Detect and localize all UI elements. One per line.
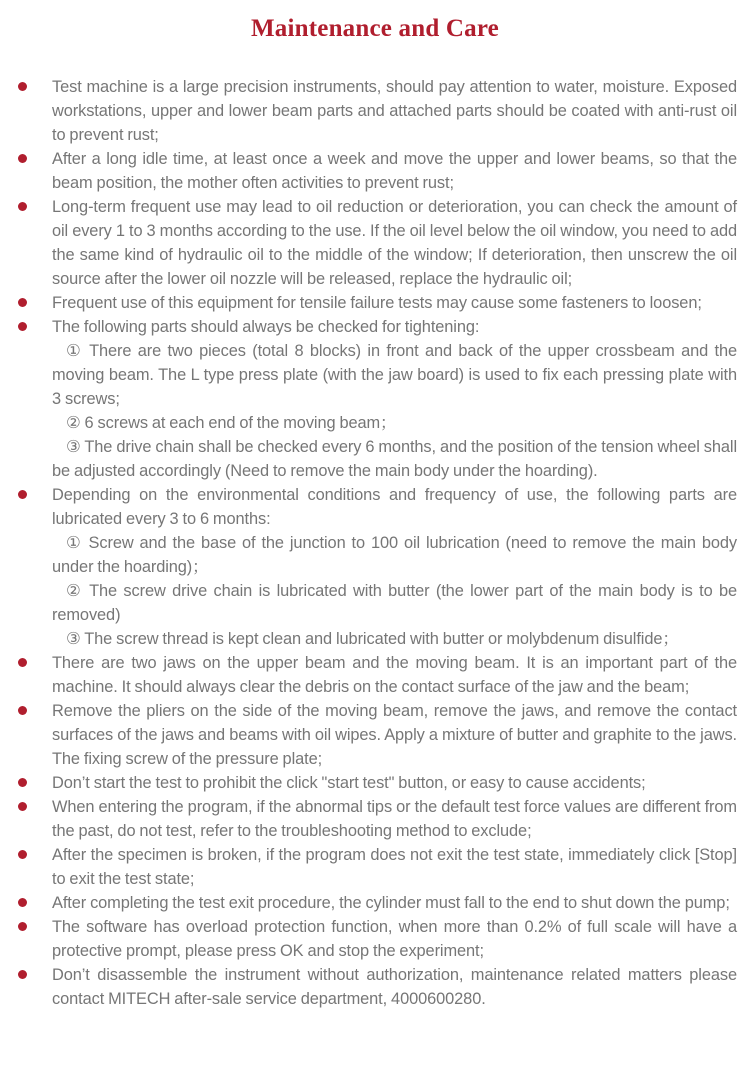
paragraph: After a long idle time, at least once a week and move the upper and lower beams, so that the beam position, the mother often activities to prevent rust; [52, 150, 737, 192]
bullet-icon [18, 802, 27, 811]
bullet-icon [18, 778, 27, 787]
list-item-text [52, 699, 737, 771]
paragraph: Test machine is a large precision instruments, should pay attention to water, moisture. Exposed workstations, upper and lower beam parts and attached parts should be coated with anti-rust oil to prevent rust; [52, 78, 737, 144]
paragraph: Frequent use of this equipment for tensile failure tests may cause some fasteners to loosen; [52, 294, 702, 312]
paragraph: Long-term frequent use may lead to oil reduction or deterioration, you can check the amount of oil every 1 to 3 months according to the use. If the oil level below the oil window, you need to add the same kind of hydraulic oil to the middle of the window; If deterioration, then unscrew the oil source after the lower oil nozzle will be released, replace the hydraulic oil; [52, 198, 737, 288]
paragraph: Don’t start the test to prohibit the click "start test" button, or easy to cause accidents; [52, 774, 646, 792]
paragraph: The software has overload protection function, when more than 0.2% of full scale will have a protective prompt, please press OK and stop the experiment; [52, 918, 737, 960]
paragraph: Depending on the environmental conditions and frequency of use, the following parts are lubricated every 3 to 6 months: [52, 486, 737, 528]
list-item [17, 195, 737, 291]
bullet-icon [18, 82, 27, 91]
bullet-icon [18, 490, 27, 499]
list-item [17, 915, 737, 963]
paragraph: There are two jaws on the upper beam and the moving beam. It is an important part of the machine. It should always clear the debris on the contact surface of the jaw and the beam; [52, 654, 737, 696]
page-title: Maintenance and Care [251, 15, 499, 42]
bullet-icon [18, 154, 27, 163]
paragraph: Don’t disassemble the instrument without authorization, maintenance related matters please contact MITECH after-sale service department, 4000600280. [52, 966, 737, 1008]
paragraph: The following parts should always be checked for tightening: [52, 318, 480, 336]
list-item [17, 291, 737, 315]
list-item-text [52, 315, 737, 483]
bullet-icon [18, 322, 27, 331]
bullet-icon [18, 898, 27, 907]
list-item [17, 891, 737, 915]
list-item-text [52, 483, 737, 651]
list-item-text [52, 843, 737, 891]
paragraph: After completing the test exit procedure, the cylinder must fall to the end to shut down the pump; [52, 894, 730, 912]
list-item [17, 651, 737, 699]
list-item-text [52, 147, 737, 195]
list-item [17, 795, 737, 843]
list-item-text [52, 915, 737, 963]
bullet-icon [18, 850, 27, 859]
list-item [17, 699, 737, 771]
list-item [17, 315, 737, 483]
sub-paragraph: ② 6 screws at each end of the moving beam； [66, 414, 397, 432]
sub-paragraph: ③ The screw thread is kept clean and lubricated with butter or molybdenum disulfide； [66, 630, 679, 648]
list-item [17, 771, 737, 795]
bullet-icon [18, 202, 27, 211]
list-item-text [52, 963, 737, 1011]
list-item [17, 843, 737, 891]
bullet-icon [18, 970, 27, 979]
paragraph: Remove the pliers on the side of the moving beam, remove the jaws, and remove the contact surfaces of the jaws and beams with oil wipes. Apply a mixture of butter and graphite to the jaws. The fixing screw of the pressure plate; [52, 702, 737, 768]
list-item-text [52, 75, 737, 147]
paragraph: After the specimen is broken, if the program does not exit the test state, immediately click [Stop] to exit the test state; [52, 846, 737, 888]
bullet-icon [18, 298, 27, 307]
list-item [17, 963, 737, 1011]
list-item-text [52, 771, 737, 795]
paragraph: When entering the program, if the abnormal tips or the default test force values are different from the past, do not test, refer to the troubleshooting method to exclude; [52, 798, 737, 840]
list-item-text [52, 891, 737, 915]
sub-paragraph: ① There are two pieces (total 8 blocks) in front and back of the upper crossbeam and the moving beam. The L type press plate (with the jaw board) is used to fix each pressing plate with 3 screws; [52, 342, 737, 408]
bullet-icon [18, 922, 27, 931]
list-item [17, 75, 737, 147]
list-item [17, 147, 737, 195]
list-item-text [52, 291, 737, 315]
list-item-text [52, 795, 737, 843]
maintenance-list [17, 75, 737, 1011]
sub-paragraph: ③ The drive chain shall be checked every 6 months, and the position of the tension wheel shall be adjusted accordingly (Need to remove the main body under the hoarding). [52, 438, 737, 480]
sub-paragraph: ① Screw and the base of the junction to 100 oil lubrication (need to remove the main body under the hoarding)； [52, 534, 737, 576]
sub-paragraph: ② The screw drive chain is lubricated with butter (the lower part of the main body is to be removed) [52, 582, 737, 624]
bullet-icon [18, 658, 27, 667]
list-item-text [52, 195, 737, 291]
list-item [17, 483, 737, 651]
bullet-icon [18, 706, 27, 715]
list-item-text [52, 651, 737, 699]
